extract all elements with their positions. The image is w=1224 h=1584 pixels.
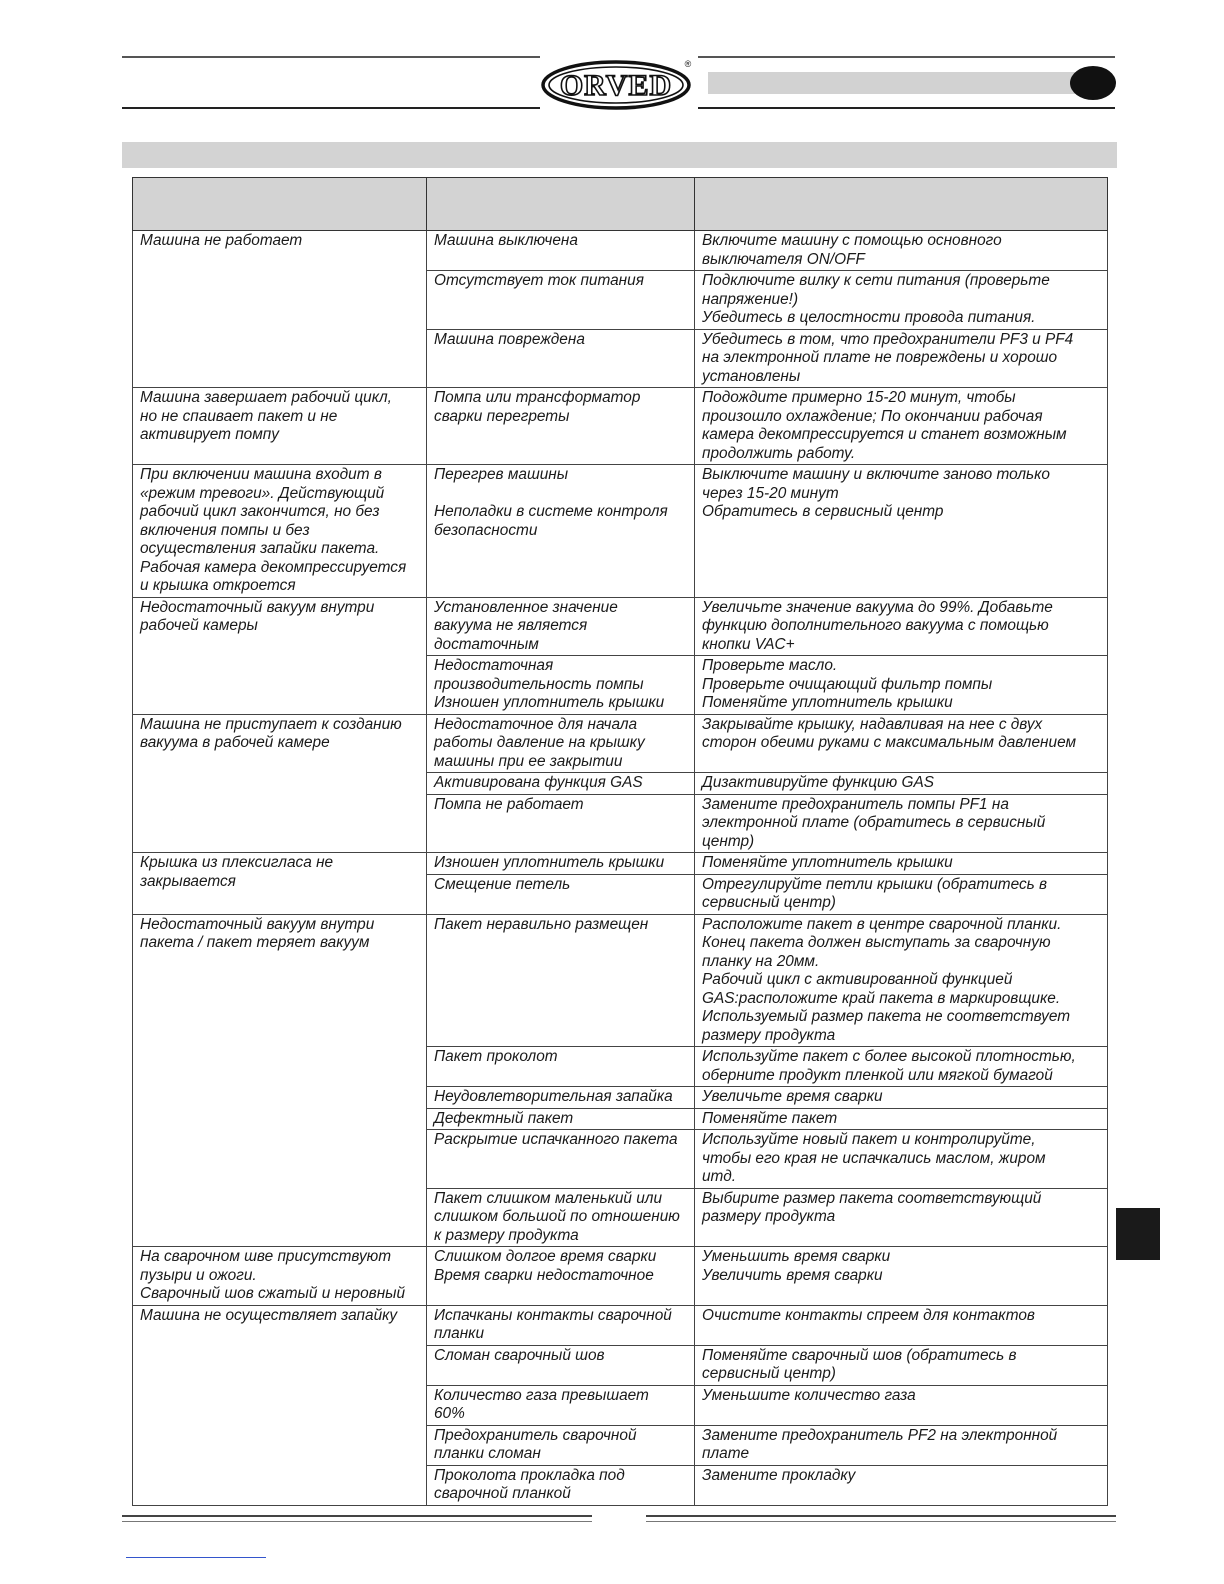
cause-cell: Слишком долгое время сварки Время сварки недостаточное [427, 1247, 695, 1306]
registered-mark: ® [684, 59, 692, 69]
problem-cell: При включении машина входит в «режим тревоги». Действующий рабочий цикл закончится, но без включения помпы и без осуществления запайки пакета. Рабочая камера декомпрессируется и крышка откроется [133, 465, 427, 598]
header-rule-top-left [122, 56, 540, 58]
solution-cell: Поменяйте уплотнитель крышки [695, 853, 1108, 875]
cause-cell: Машина выключена [427, 231, 695, 271]
table-row [133, 914, 1108, 1047]
cause-cell: Смещение петель [427, 874, 695, 914]
problem-cell: Крышка из плексигласа не закрывается [133, 853, 427, 915]
table-header-row [133, 178, 1108, 231]
cause-cell: Раскрытие испачканного пакета [427, 1130, 695, 1189]
header-gray-bar [708, 72, 1108, 94]
header-problem-cell [133, 178, 427, 231]
cause-cell: Помпа не работает [427, 794, 695, 853]
table-row [133, 853, 1108, 875]
cause-cell: Перегрев машины Неполадки в системе контроля безопасности [427, 465, 695, 598]
footer-rule-left [122, 1515, 592, 1517]
solution-cell: Подключите вилку к сети питания (проверьте напряжение!) Убедитесь в целостности провода питания. [695, 271, 1108, 330]
footer-rule-right [646, 1515, 1116, 1517]
cause-cell: Отсутствует ток питания [427, 271, 695, 330]
problem-cell: На сварочном шве присутствуют пузыри и ожоги. Сварочный шов сжатый и неровный [133, 1247, 427, 1306]
footer-rule-right-thin [646, 1521, 1116, 1522]
cause-cell: Машина повреждена [427, 329, 695, 388]
cause-cell: Проколота прокладка под сварочной планкой [427, 1465, 695, 1505]
logo-text: ORVED [559, 69, 673, 102]
solution-cell: Увеличьте время сварки [695, 1087, 1108, 1109]
solution-cell: Используйте пакет с более высокой плотностью, оберните продукт пленкой или мягкой бумагой [695, 1047, 1108, 1087]
solution-cell: Замените прокладку [695, 1465, 1108, 1505]
solution-cell: Отрегулируйте петли крышки (обратитесь в сервисный центр) [695, 874, 1108, 914]
header-cause-cell [427, 178, 695, 231]
solution-cell: Проверьте масло. Проверьте очищающий фильтр помпы Поменяйте уплотнитель крышки [695, 656, 1108, 715]
cause-cell: Пакет проколот [427, 1047, 695, 1087]
table-row [133, 714, 1108, 773]
problem-cell: Машина не приступает к созданию вакуума в рабочей камере [133, 714, 427, 853]
table-row [133, 231, 1108, 271]
header-rule-top-right [698, 56, 1115, 58]
solution-cell: Замените предохранитель помпы PF1 на электронной плате (обратитесь в сервисный центр) [695, 794, 1108, 853]
solution-cell: Уменьшить время сварки Увеличить время сварки [695, 1247, 1108, 1306]
problem-cell: Недостаточный вакуум внутри рабочей камеры [133, 597, 427, 714]
cause-cell: Сломан сварочный шов [427, 1345, 695, 1385]
table-row [133, 465, 1108, 598]
solution-cell: Поменяйте сварочный шов (обратитесь в сервисный центр) [695, 1345, 1108, 1385]
solution-cell: Замените предохранитель PF2 на электронной плате [695, 1425, 1108, 1465]
troubleshooting-table [132, 177, 1108, 1506]
solution-cell: Подождите примерно 15-20 минут, чтобы произошло охлаждение; По окончании рабочая камера декомпрессируется и станет возможным продолжить работу. [695, 388, 1108, 465]
header-rule-bottom-left [122, 107, 540, 109]
cause-cell: Испачканы контакты сварочной планки [427, 1305, 695, 1345]
problem-cell: Машина завершает рабочий цикл, но не спаивает пакет и не активирует помпу [133, 388, 427, 465]
solution-cell: Дизактивируйте функцию GAS [695, 773, 1108, 795]
cause-cell: Пакет неравильно размещен [427, 914, 695, 1047]
solution-cell: Выключите машину и включите заново только через 15-20 минут Обратитесь в сервисный центр [695, 465, 1108, 598]
solution-cell: Уменьшите количество газа [695, 1385, 1108, 1425]
problem-cell: Машина не работает [133, 231, 427, 388]
orved-logo [541, 58, 695, 110]
header-rule-bottom-right [698, 107, 1115, 109]
solution-cell: Выбирите размер пакета соответствующий размеру продукта [695, 1188, 1108, 1247]
footer-link-underline [126, 1557, 266, 1558]
solution-cell: Убедитесь в том, что предохранители PF3 и PF4 на электронной плате не повреждены и хорошо установлены [695, 329, 1108, 388]
section-side-tab [1116, 1208, 1160, 1260]
problem-cell: Машина не осуществляет запайку [133, 1305, 427, 1505]
footer-rule-left-thin [122, 1521, 592, 1522]
cause-cell: Предохранитель сварочной планки сломан [427, 1425, 695, 1465]
header-solution-cell [695, 178, 1108, 231]
cause-cell: Количество газа превышает 60% [427, 1385, 695, 1425]
cause-cell: Изношен уплотнитель крышки [427, 853, 695, 875]
table-row [133, 597, 1108, 656]
cause-cell: Помпа или трансформатор сварки перегреты [427, 388, 695, 465]
table-row [133, 1305, 1108, 1345]
solution-cell: Используйте новый пакет и контролируйте, чтобы его края не испачкались маслом, жиром итд. [695, 1130, 1108, 1189]
table-row [133, 388, 1108, 465]
cause-cell: Активирована функция GAS [427, 773, 695, 795]
problem-cell: Недостаточный вакуум внутри пакета / пакет теряет вакуум [133, 914, 427, 1247]
cause-cell: Недостаточная производительность помпы Изношен уплотнитель крышки [427, 656, 695, 715]
solution-cell: Расположите пакет в центре сварочной планки. Конец пакета должен выступать за сварочную планку на 20мм. Рабочий цикл с активированной функцией GAS:расположите край пакета в маркировщике. Используемый размер пакета не соответствует размеру продукта [695, 914, 1108, 1047]
table-row [133, 1247, 1108, 1306]
section-title-band [122, 142, 1117, 168]
solution-cell: Поменяйте пакет [695, 1108, 1108, 1130]
solution-cell: Очистите контакты спреем для контактов [695, 1305, 1108, 1345]
solution-cell: Закрывайте крышку, надавливая на нее с двух сторон обеими руками с максимальным давлением [695, 714, 1108, 773]
cause-cell: Пакет слишком маленький или слишком большой по отношению к размеру продукта [427, 1188, 695, 1247]
cause-cell: Недостаточное для начала работы давление на крышку машины при ее закрытии [427, 714, 695, 773]
header-black-oval [1070, 66, 1116, 100]
solution-cell: Включите машину с помощью основного выключателя ON/OFF [695, 231, 1108, 271]
cause-cell: Неудовлетворительная запайка [427, 1087, 695, 1109]
cause-cell: Дефектный пакет [427, 1108, 695, 1130]
solution-cell: Увеличьте значение вакуума до 99%. Добавьте функцию дополнительного вакуума с помощью кнопки VAC+ [695, 597, 1108, 656]
cause-cell: Установленное значение вакуума не является достаточным [427, 597, 695, 656]
